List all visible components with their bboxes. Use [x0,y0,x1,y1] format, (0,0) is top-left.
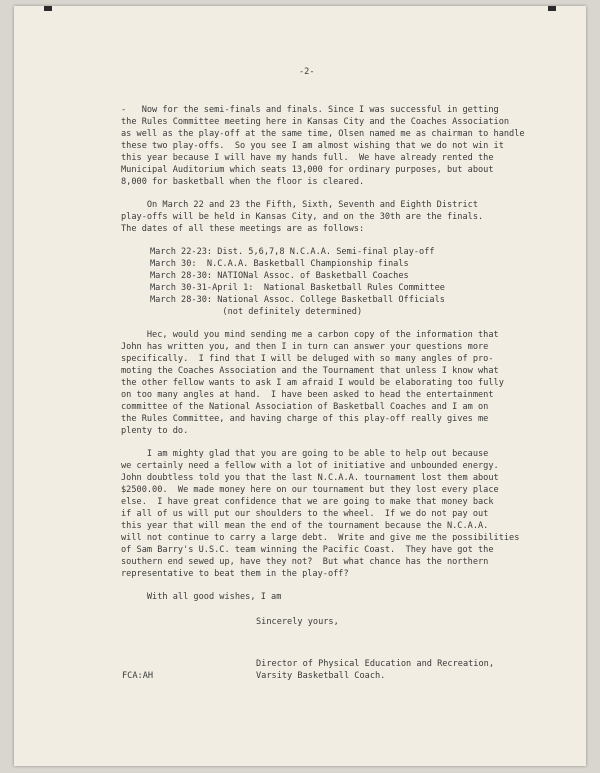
paragraph-line: John doubtless told you that the last N.C.A.A. tournament lost them about [121,473,499,483]
paragraph-line: the Rules Committee, and having charge of this play-off really gives me [121,414,489,424]
schedule-line: March 30-31-April 1: National Basketball Rules Committee [150,283,445,293]
paragraph-line: the Rules Committee meeting here in Kansas City and the Coaches Association [121,117,510,127]
paragraph-line: southern end sewed up, have they not? But what chance has the northern [121,557,489,567]
paragraph-line: play-offs will be held in Kansas City, and on the 30th are the finals. [121,212,484,222]
schedule-line: March 22-23: Dist. 5,6,7,8 N.C.A.A. Semi-final play-off [150,247,435,257]
paragraph-line: $2500.00. We made money here on our tournament but they lost every place [121,485,499,495]
paragraph-line: of Sam Barry's U.S.C. team winning the Pacific Coast. They have got the [121,545,494,555]
schedule-line: March 28-30: National Assoc. College Basketball Officials [150,295,445,305]
paragraph-line: on too many angles at hand. I have been asked to head the entertainment [121,390,494,400]
page-number: -2- [299,67,315,77]
typist-initials: FCA:AH [122,671,154,681]
sign-off: Sincerely yours, [256,617,339,627]
paragraph-line: I am mighty glad that you are going to be able to help out because [121,449,489,459]
signature-title-line: Director of Physical Education and Recreation, [256,659,494,669]
paragraph-line: specifically. I find that I will be deluged with so many angles of pro- [121,354,494,364]
schedule-line: March 30: N.C.A.A. Basketball Championship finals [150,259,409,269]
paragraph-line: On March 22 and 23 the Fifth, Sixth, Seventh and Eighth District [121,200,478,210]
letter-page [14,6,586,766]
paragraph-line: representative to beat them in the play-off? [121,569,349,579]
signature-title-line: Varsity Basketball Coach. [256,671,386,681]
paragraph-line: these two play-offs. So you see I am almost wishing that we do not win it [121,141,504,151]
paragraph-line: John has written you, and then I in turn can answer your questions more [121,342,489,352]
paragraph-line: as well as the play-off at the same time, Olsen named me as chairman to handle [121,129,525,139]
paragraph-line: this year that will mean the end of the tournament because the N.C.A.A. [121,521,489,531]
paragraph-line: this year because I will have my hands full. We have already rented the [121,153,494,163]
paragraph-line: moting the Coaches Association and the Tournament that unless I know what [121,366,499,376]
paragraph-line: The dates of all these meetings are as follows: [121,224,365,234]
page-tab-marker [44,6,52,11]
schedule-line: March 28-30: NATIONal Assoc. of Basketball Coaches [150,271,409,281]
paragraph-line: plenty to do. [121,426,189,436]
paragraph-line: Hec, would you mind sending me a carbon copy of the information that [121,330,499,340]
paragraph-line: Municipal Auditorium which seats 13,000 for ordinary purposes, but about [121,165,494,175]
closing-wishes: With all good wishes, I am [121,592,282,602]
paragraph-line: else. I have great confidence that we are going to make that money back [121,497,494,507]
paragraph-line: will not continue to carry a large debt. Write and give me the possibilities [121,533,520,543]
page-tab-marker [548,6,556,11]
paragraph-line: if all of us will put our shoulders to the wheel. If we do not pay out [121,509,489,519]
paragraph-line: we certainly need a fellow with a lot of initiative and unbounded energy. [121,461,499,471]
schedule-line: (not definitely determined) [150,307,363,317]
paragraph-line: the other fellow wants to ask I am afraid I would be elaborating too fully [121,378,504,388]
paragraph-line: - Now for the semi-finals and finals. Since I was successful in getting [121,105,499,115]
paragraph-line: 8,000 for basketball when the floor is cleared. [121,177,365,187]
paragraph-line: committee of the National Association of Basketball Coaches and I am on [121,402,489,412]
